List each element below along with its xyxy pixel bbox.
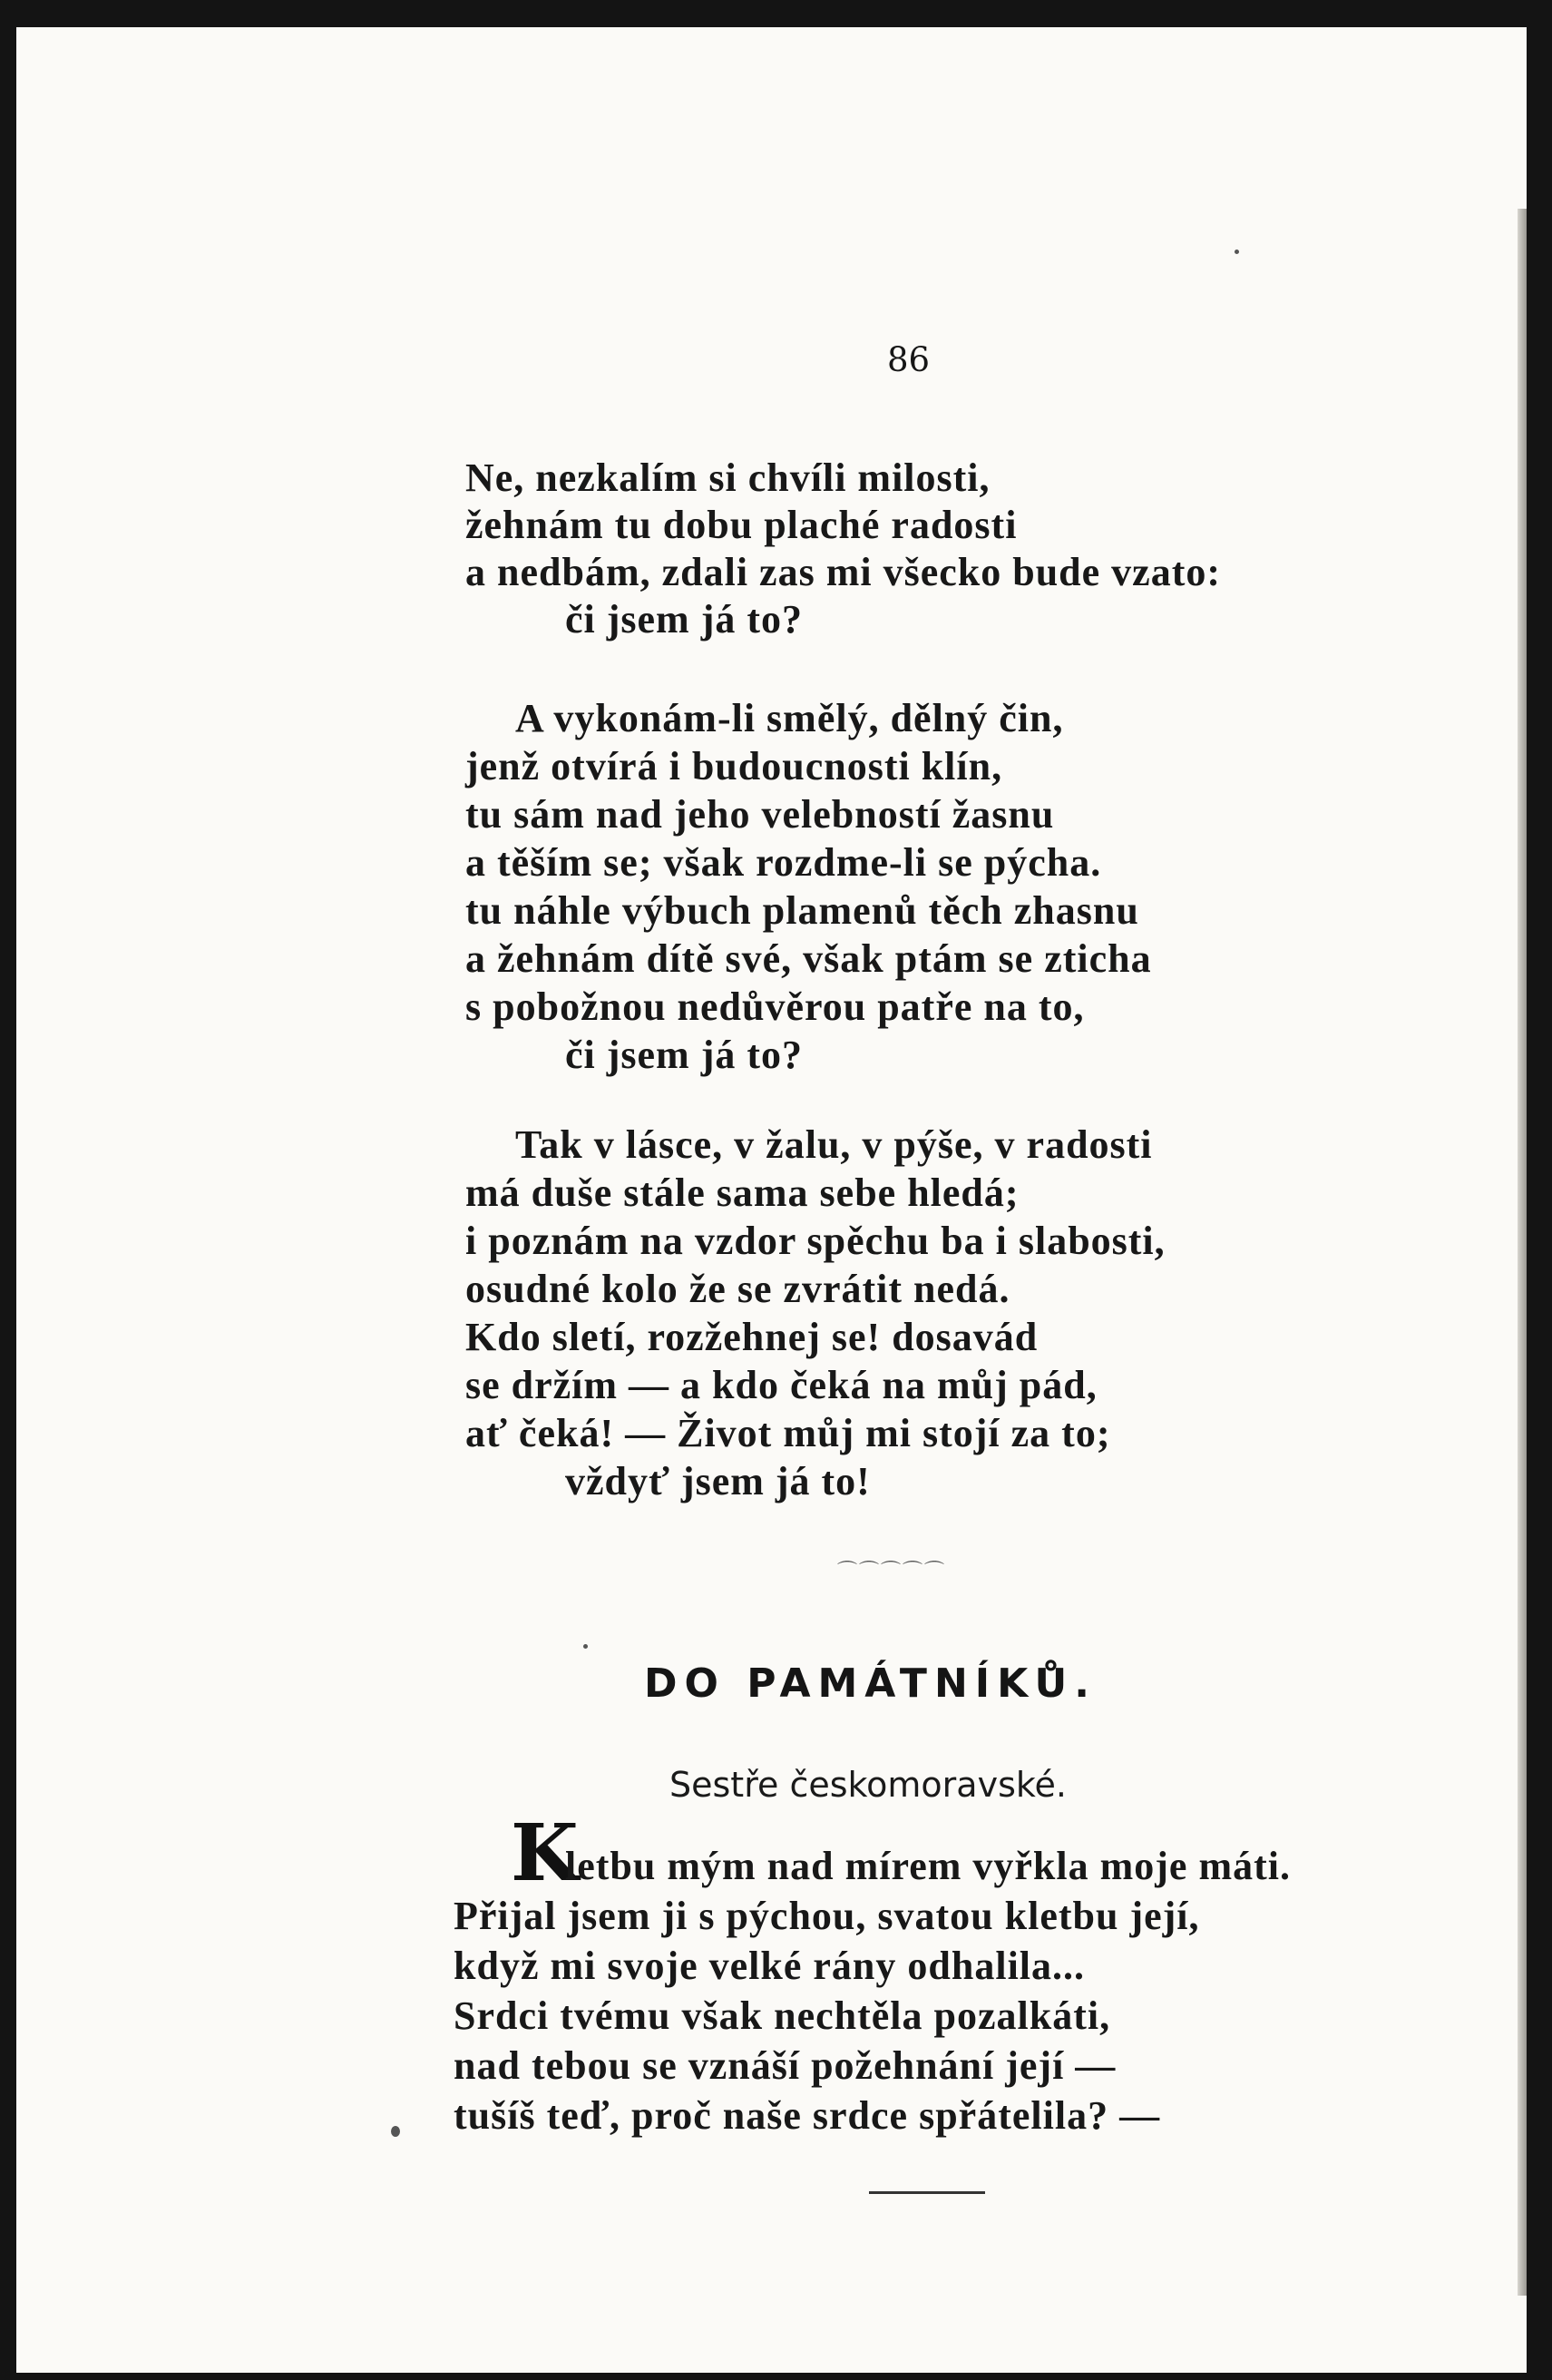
poem-line: má duše stále sama sebe hledá; (465, 1170, 1020, 1215)
poem-line: tušíš teď, proč naše srdce spřátelila? — (454, 2093, 1161, 2138)
poem-line: či jsem já to? (565, 1033, 804, 1077)
book-page (16, 27, 1527, 2373)
ornament-divider: ⌒⌒⌒⌒⌒ (837, 1561, 947, 1583)
ink-speck (1235, 250, 1239, 254)
poem-line: a nedbám, zdali zas mi všecko bude vzato: (465, 550, 1221, 594)
poem-line: Přijal jsem ji s pýchou, svatou kletbu její, (454, 1894, 1200, 1938)
poem-line: A vykonám-li smělý, dělný čin, (515, 696, 1064, 740)
poem-line: Kdo sletí, rozžehnej se! dosavád (465, 1315, 1039, 1359)
section-title: DO PAMÁTNÍKŮ. (644, 1660, 1097, 1707)
poem-line: či jsem já to? (565, 597, 804, 642)
poem-line: Ne, nezkalím si chvíli milosti, (465, 455, 991, 500)
poem-line: tu sám nad jeho velebností žasnu (465, 792, 1055, 837)
poem-line: se držím — a kdo čeká na můj pád, (465, 1363, 1098, 1407)
ink-speck (391, 2126, 400, 2137)
poem-line: Tak v lásce, v žalu, v pýše, v radosti (515, 1122, 1153, 1167)
poem-line: když mi svoje velké rány odhalila... (454, 1944, 1086, 1988)
poem-line: jenž otvírá i budoucnosti klín, (465, 744, 1003, 788)
drop-cap: K (511, 1807, 579, 1899)
poem-line: ať čeká! — Život můj mi stojí za to; (465, 1411, 1111, 1455)
poem-line: letbu mým nad mírem vyřkla moje máti. (565, 1844, 1291, 1888)
page-number: 86 (887, 340, 931, 379)
end-rule (869, 2191, 985, 2194)
poem-line: osudné kolo že se zvrátit nedá. (465, 1267, 1010, 1311)
poem-line: Srdci tvému však nechtěla pozalkáti, (454, 1993, 1111, 2038)
poem-line: žehnám tu dobu plaché radosti (465, 503, 1018, 547)
poem-line: i poznám na vzdor spěchu ba i slabosti, (465, 1219, 1166, 1263)
poem-line: vždyť jsem já to! (565, 1459, 871, 1503)
poem-line: tu náhle výbuch plamenů těch zhasnu (465, 888, 1139, 933)
page-spine-edge (1518, 209, 1527, 2296)
poem-line: a žehnám dítě své, však ptám se zticha (465, 936, 1152, 981)
poem-line: nad tebou se vznáší požehnání její — (454, 2043, 1117, 2088)
poem-line: a těším se; však rozdme-li se pýcha. (465, 840, 1102, 885)
section-subtitle: Sestře českomoravské. (669, 1765, 1067, 1805)
poem-line: s pobožnou nedůvěrou patře na to, (465, 984, 1085, 1029)
ink-speck (583, 1644, 588, 1649)
